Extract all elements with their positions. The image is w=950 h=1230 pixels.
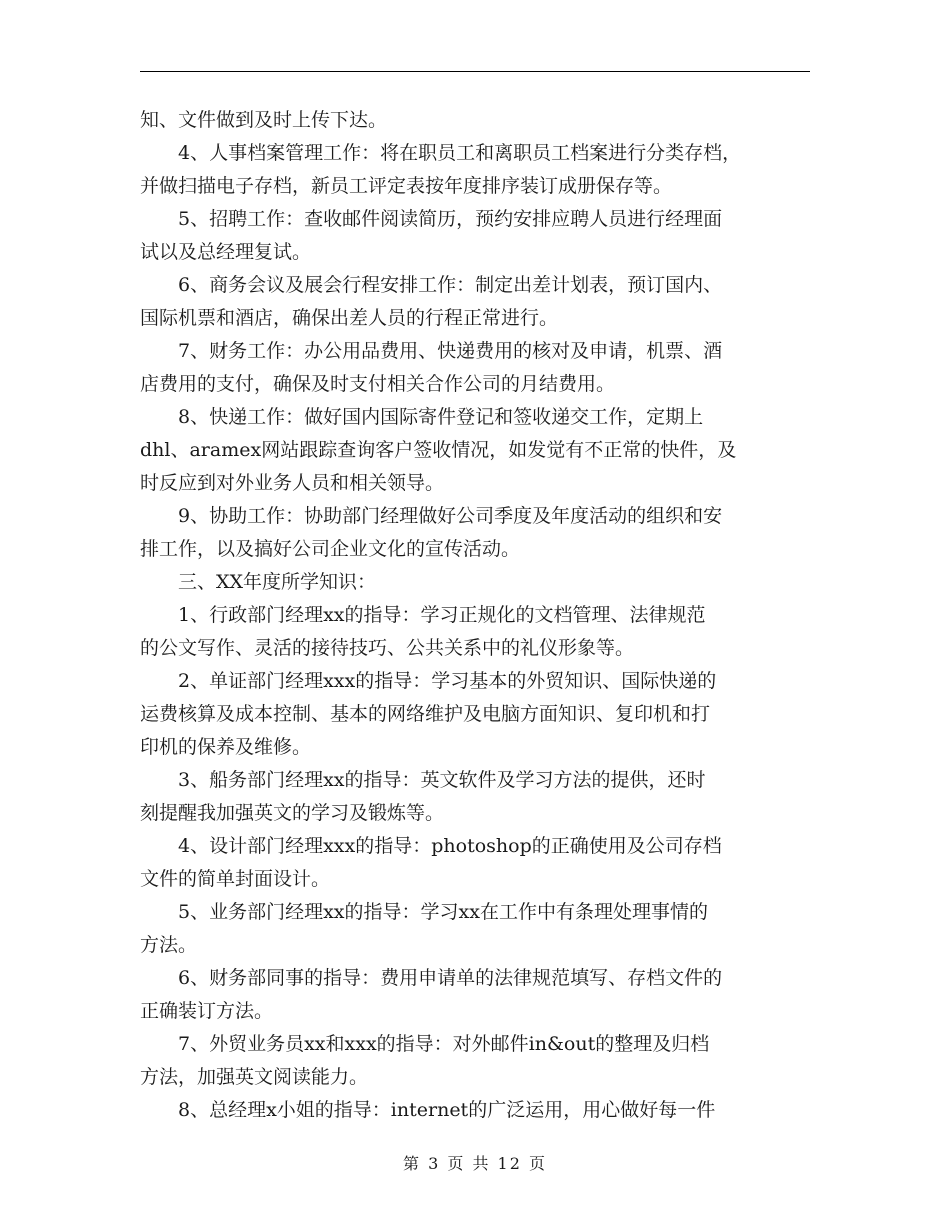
header-rule (140, 71, 810, 72)
text-line: 7、外贸业务员xx和xxx的指导：对外邮件in&out的整理及归档 (140, 1033, 710, 1055)
page-number-footer: 第 3 页 共 12 页 (403, 1154, 547, 1173)
text-line: 正确装订方法。 (140, 1000, 274, 1022)
text-line: 文件的简单封面设计。 (140, 868, 331, 890)
text-line: 店费用的支付，确保及时支付相关合作公司的月结费用。 (140, 373, 616, 395)
text-line: 8、快递工作：做好国内国际寄件登记和签收递交工作，定期上 (140, 406, 704, 428)
text-line: 8、总经理x小姐的指导：internet的广泛运用，用心做好每一件 (140, 1099, 716, 1121)
document-body (140, 104, 810, 1127)
text-line: 运费核算及成本控制、基本的网络维护及电脑方面知识、复印机和打 (140, 703, 711, 725)
text-line: 4、人事档案管理工作：将在职员工和离职员工档案进行分类存档， (140, 142, 742, 164)
text-line: 7、财务工作：办公用品费用、快递费用的核对及申请，机票、酒 (140, 340, 723, 362)
text-line: 试以及总经理复试。 (140, 241, 312, 263)
text-line: 刻提醒我加强英文的学习及锻炼等。 (140, 802, 445, 824)
text-line: 5、业务部门经理xx的指导：学习xx在工作中有条理处理事情的 (140, 901, 708, 923)
text-line: dhl、aramex网站跟踪查询客户签收情况，如发觉有不正常的快件，及 (140, 439, 737, 461)
text-line: 印机的保养及维修。 (140, 736, 312, 758)
text-line: 国际机票和酒店，确保出差人员的行程正常进行。 (140, 307, 559, 329)
text-line: 知、文件做到及时上传下达。 (140, 109, 388, 131)
text-line: 1、行政部门经理xx的指导：学习正规化的文档管理、法律规范 (140, 604, 706, 626)
text-line: 6、财务部同事的指导：费用申请单的法律规范填写、存档文件的 (140, 967, 723, 989)
text-line: 4、设计部门经理xxx的指导：photoshop的正确使用及公司存档 (140, 835, 722, 857)
text-line: 2、单证部门经理xxx的指导：学习基本的外贸知识、国际快递的 (140, 670, 717, 692)
text-line: 排工作，以及搞好公司企业文化的宣传活动。 (140, 538, 521, 560)
text-line: 并做扫描电子存档，新员工评定表按年度排序装订成册保存等。 (140, 175, 673, 197)
text-line: 时反应到对外业务人员和相关领导。 (140, 472, 445, 494)
text-line: 的公文写作、灵活的接待技巧、公共关系中的礼仪形象等。 (140, 637, 635, 659)
text-line: 5、招聘工作：查收邮件阅读简历，预约安排应聘人员进行经理面 (140, 208, 723, 230)
text-line: 方法。 (140, 934, 198, 956)
text-line: 9、协助工作：协助部门经理做好公司季度及年度活动的组织和安 (140, 505, 723, 527)
text-line: 方法，加强英文阅读能力。 (140, 1066, 369, 1088)
text-line: 3、船务部门经理xx的指导：英文软件及学习方法的提供，还时 (140, 769, 706, 791)
text-line: 三、XX年度所学知识： (140, 571, 377, 593)
text-line: 6、商务会议及展会行程安排工作：制定出差计划表，预订国内、 (140, 274, 723, 296)
